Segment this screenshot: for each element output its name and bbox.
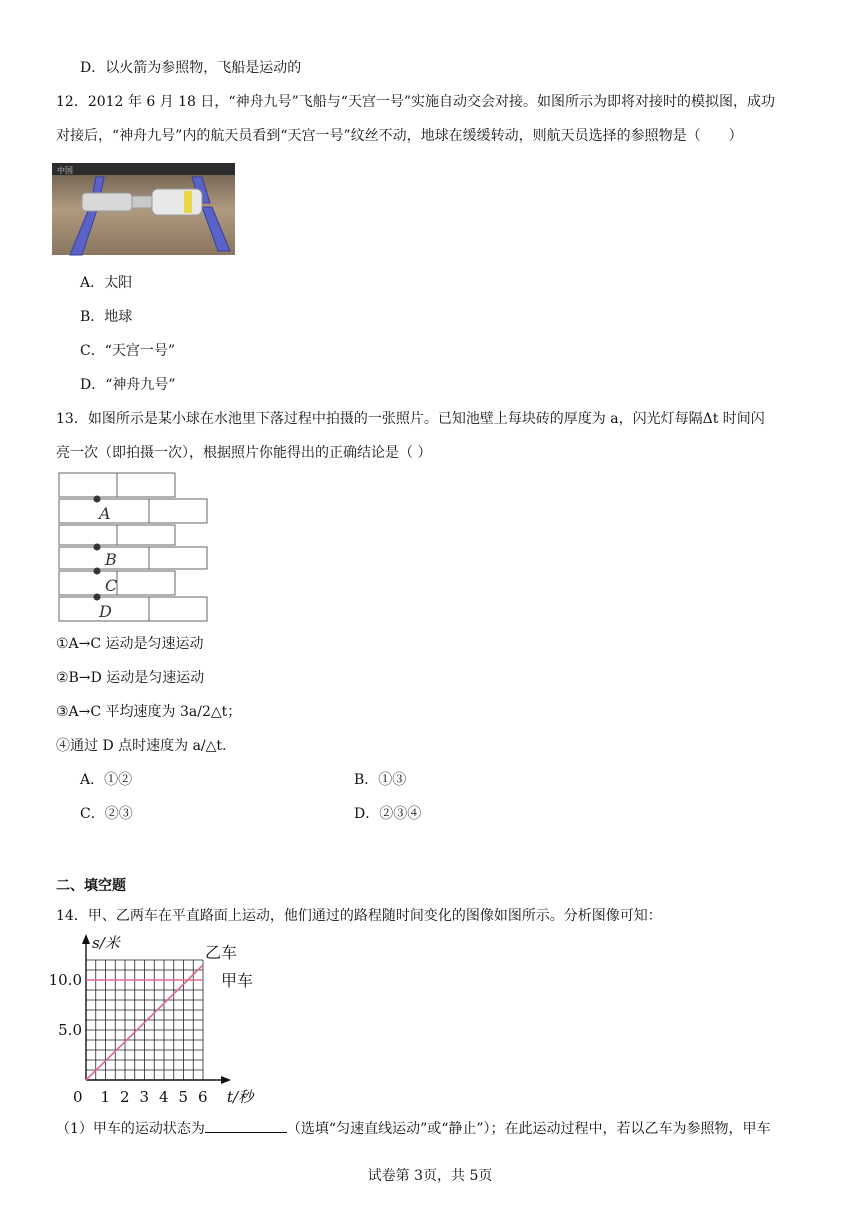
brick-wall-figure	[55, 471, 211, 623]
x-tick-label: 6	[198, 1088, 208, 1106]
y-tick-label: 10.0	[48, 971, 82, 989]
ball-position-c	[94, 568, 101, 575]
q13-stem-line1: 13．如图所示是某小球在水池里下落过程中拍摄的一张照片。已知池壁上每块砖的厚度为 a，闪光灯每隔Δt 时间闪	[56, 411, 765, 427]
q13-statement-3: ③A→C 平均速度为 3a/2△t；	[56, 704, 242, 720]
y-tick-label: 5.0	[58, 1021, 82, 1039]
q13-option-b: B．①③	[354, 772, 407, 788]
label-d: D	[99, 602, 112, 621]
q13-statement-1: ①A→C 运动是匀速运动	[56, 636, 204, 652]
x-tick-label: 5	[178, 1088, 189, 1106]
x-tick-label: 1	[100, 1088, 111, 1106]
section-title: 二、填空题	[56, 878, 126, 894]
q13-option-a: A．①②	[80, 772, 133, 788]
q14-sub1	[56, 1118, 771, 1139]
q12-stem-line2: 对接后，“神舟九号”内的航天员看到“天宫一号”纹丝不动，地球在缓缓转动，则航天员选择的参照物是（ ）	[56, 128, 743, 144]
x-axis-label: t/秒	[227, 1088, 254, 1106]
series-label-jia: 甲车	[221, 971, 254, 990]
q13-statement-2: ②B→D 运动是匀速运动	[56, 670, 205, 686]
q12-stem-line1: 12．2012 年 6 月 18 日，“神舟九号”飞船与“天宫一号”实施自动交会对接。如图所示为即将对接时的模拟图，成功	[56, 94, 776, 110]
q13-statement-4: ④通过 D 点时速度为 a/△t.	[56, 738, 227, 754]
label-a: A	[99, 504, 111, 523]
x-tick-label: 4	[159, 1088, 169, 1106]
q11-option-d: D．以火箭为参照物，飞船是运动的	[80, 60, 302, 76]
x-tick-label: 3	[139, 1088, 150, 1106]
y-axis-label: s/米	[92, 934, 120, 952]
q12-option-c: C．“天宫一号”	[80, 343, 176, 359]
q12-option-b: B．地球	[80, 309, 133, 325]
q14-sub1-suffix: （选填“匀速直线运动”或“静止”）；在此运动过程中，若以乙车为参照物，甲车	[286, 1121, 771, 1137]
x-tick-label: 0	[73, 1088, 83, 1106]
x-axis-arrow	[221, 1076, 231, 1084]
label-b: B	[105, 550, 117, 569]
y-axis-arrow	[82, 934, 90, 944]
q14-sub1-prefix: （1）甲车的运动状态为	[56, 1121, 205, 1137]
q13-option-d: D．②③④	[354, 806, 422, 822]
q12-option-a: A．太阳	[80, 275, 133, 291]
series-label-yi: 乙车	[205, 943, 238, 962]
q12-option-d: D．“神舟九号”	[80, 377, 176, 393]
ball-position-a	[94, 496, 101, 503]
ball-position-d	[94, 594, 101, 601]
ball-position-b	[94, 544, 101, 551]
distance-time-chart	[48, 934, 265, 1109]
docking-simulation-image	[52, 163, 235, 255]
x-tick-label: 2	[120, 1088, 130, 1106]
q13-stem-line2: 亮一次（即拍摄一次），根据照片你能得出的正确结论是（ ）	[56, 445, 432, 461]
page-footer: 试卷第 3页，共 5页	[367, 1168, 493, 1184]
q14-stem: 14．甲、乙两车在平直路面上运动，他们通过的路程随时间变化的图像如图所示。分析图像可知：	[56, 908, 662, 924]
svg-text:中国: 中国	[57, 166, 73, 175]
q13-option-c: C．②③	[80, 806, 133, 822]
answer-blank[interactable]	[205, 1118, 287, 1133]
label-c: C	[105, 576, 118, 595]
